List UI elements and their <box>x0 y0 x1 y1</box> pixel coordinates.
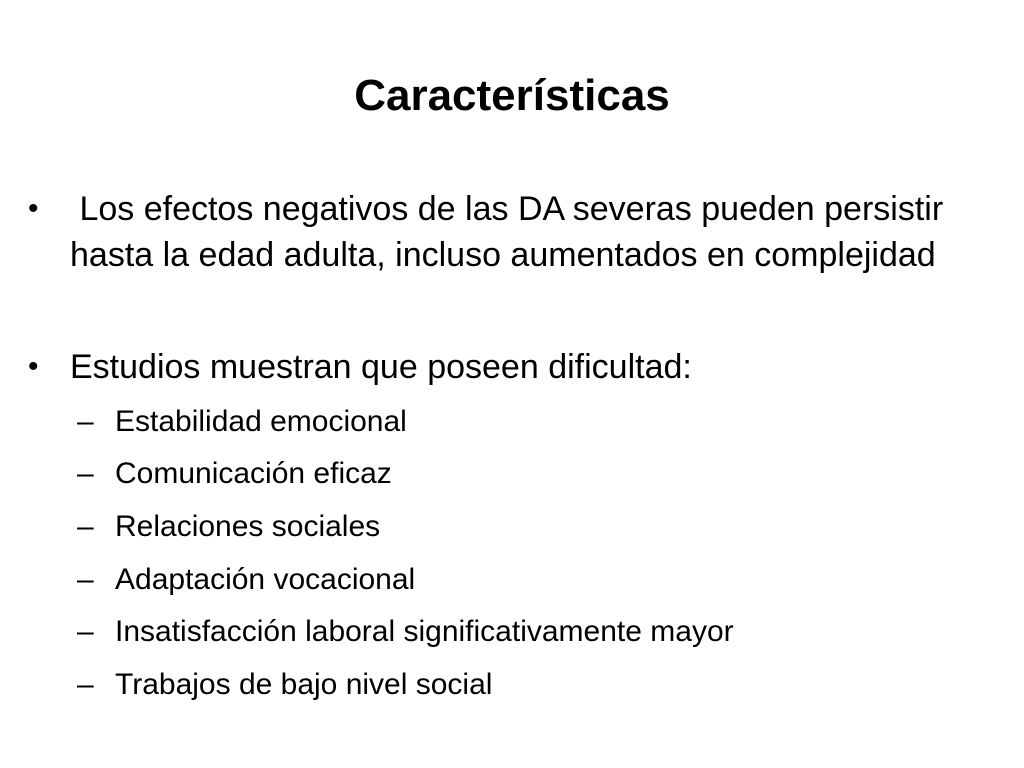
dash-marker: – <box>77 668 94 701</box>
dash-marker: – <box>77 510 94 543</box>
sub-item-1 <box>77 402 995 442</box>
sub-item-6 <box>77 665 995 705</box>
sub-item-text: Relaciones sociales <box>115 510 381 543</box>
dash-marker: – <box>77 405 94 438</box>
bullet-text: Estudios muestran que poseen dificultad: <box>70 348 692 386</box>
sub-item-3 <box>77 507 995 547</box>
sub-item-text: Adaptación vocacional <box>115 563 416 596</box>
sub-item-text: Insatisfacción laboral significativamente mayor <box>115 615 734 648</box>
sub-item-5 <box>77 612 995 652</box>
sub-item-text: Trabajos de bajo nivel social <box>115 668 493 701</box>
sub-item-text: Estabilidad emocional <box>115 405 407 438</box>
dash-marker: – <box>77 615 94 648</box>
bullet-marker: • <box>28 192 39 225</box>
sub-item-text: Comunicación eficaz <box>115 457 392 490</box>
bullet-item-1 <box>28 186 1010 278</box>
sub-item-2 <box>77 454 995 494</box>
dash-marker: – <box>77 457 94 490</box>
dash-marker: – <box>77 563 94 596</box>
bullet-marker: • <box>28 350 39 383</box>
sub-item-4 <box>77 560 995 600</box>
bullet-text: Los efectos negativos de las DA severas pueden persistir hasta la edad adulta, incluso aumentados en complejidad <box>70 190 953 274</box>
slide-title: Características <box>354 71 670 120</box>
bullet-item-2 <box>28 344 1010 390</box>
